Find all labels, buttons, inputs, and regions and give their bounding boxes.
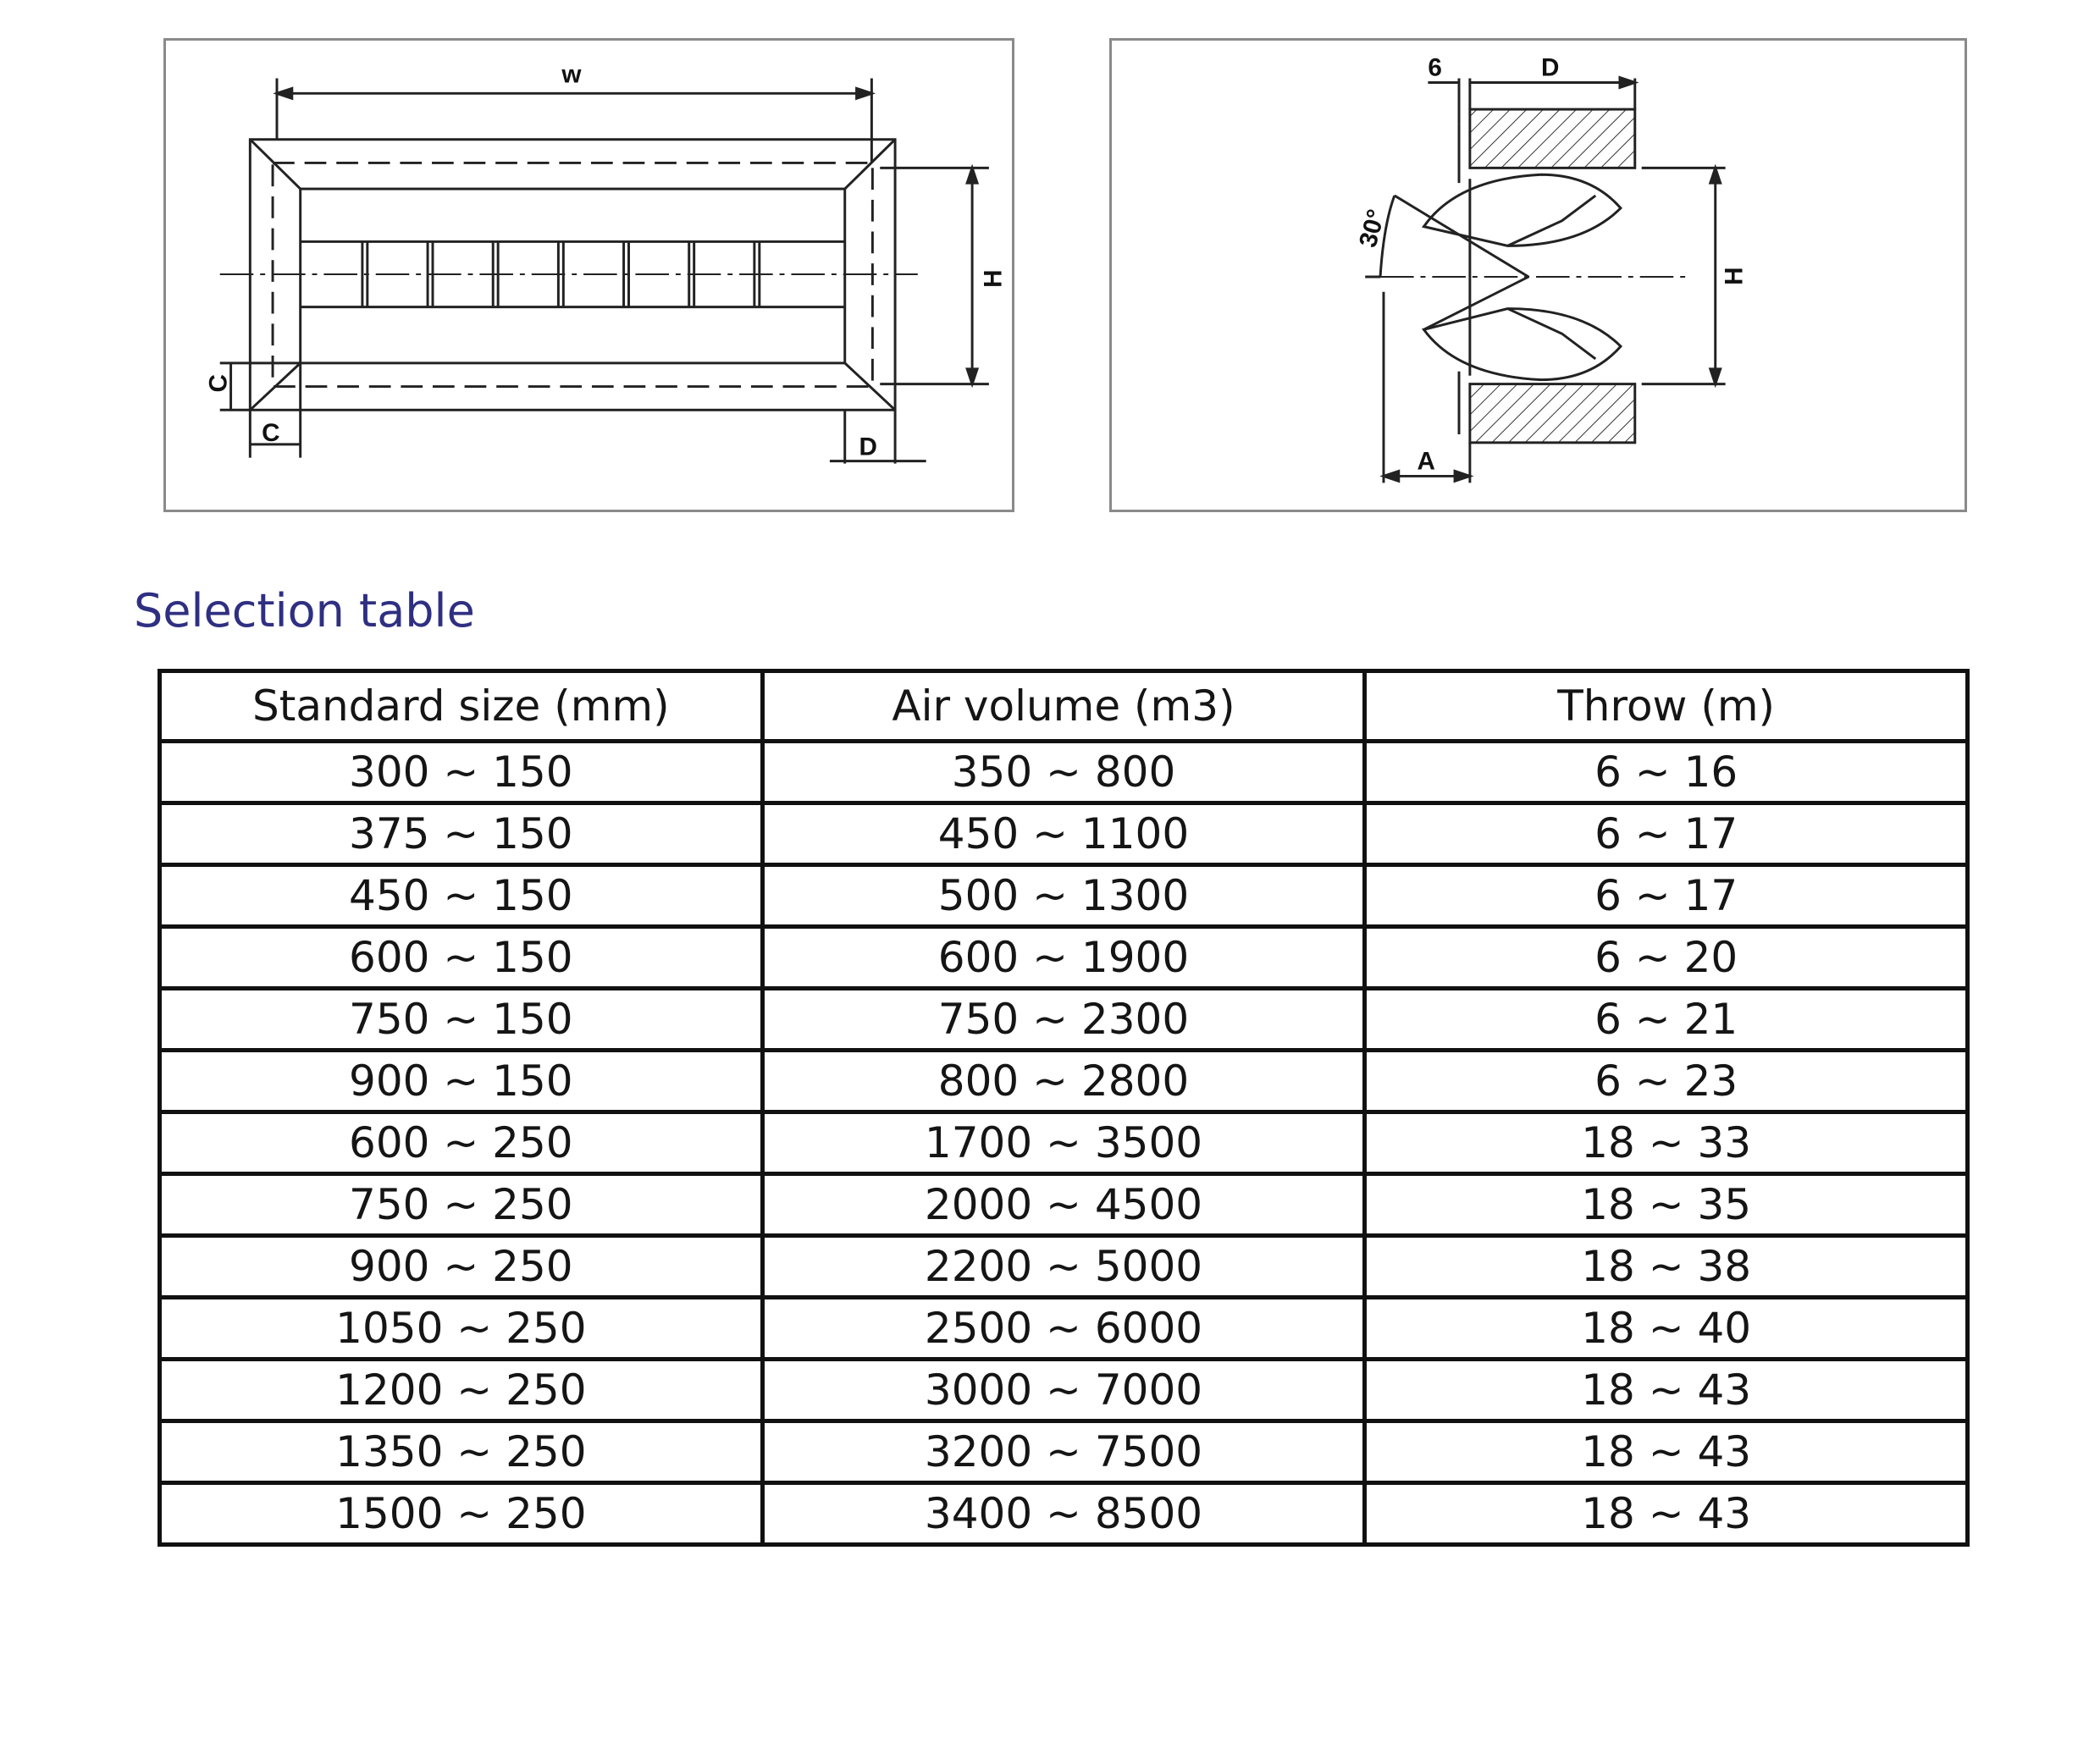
cell-air-volume: 500 ~ 1300 bbox=[762, 865, 1365, 927]
cell-size: 1050 ~ 250 bbox=[160, 1298, 763, 1360]
bottom-section-block bbox=[1470, 384, 1635, 443]
cell-size: 1500 ~ 250 bbox=[160, 1483, 763, 1545]
cell-throw: 18 ~ 43 bbox=[1365, 1421, 1968, 1483]
table-row bbox=[160, 865, 1968, 927]
table-row bbox=[160, 1298, 1968, 1360]
table-header-row bbox=[160, 671, 1968, 742]
cell-size: 300 ~ 150 bbox=[160, 742, 763, 803]
cell-size: 600 ~ 150 bbox=[160, 927, 763, 989]
label-angle: 30° bbox=[1353, 206, 1391, 251]
cell-air-volume: 800 ~ 2800 bbox=[762, 1051, 1365, 1112]
label-a: A bbox=[1417, 447, 1435, 476]
cell-air-volume: 2200 ~ 5000 bbox=[762, 1236, 1365, 1298]
table-row bbox=[160, 803, 1968, 865]
cell-throw: 6 ~ 16 bbox=[1365, 742, 1968, 803]
cell-size: 1350 ~ 250 bbox=[160, 1421, 763, 1483]
cell-air-volume: 600 ~ 1900 bbox=[762, 927, 1365, 989]
top-section-block bbox=[1470, 109, 1635, 168]
cell-air-volume: 3000 ~ 7000 bbox=[762, 1360, 1365, 1421]
cell-size: 375 ~ 150 bbox=[160, 803, 763, 865]
cell-air-volume: 2500 ~ 6000 bbox=[762, 1298, 1365, 1360]
cell-size: 900 ~ 250 bbox=[160, 1236, 763, 1298]
upper-louver bbox=[1423, 174, 1620, 246]
label-h: H bbox=[1720, 267, 1749, 285]
label-c-vertical: C bbox=[204, 374, 233, 393]
table-row bbox=[160, 1421, 1968, 1483]
cell-air-volume: 3200 ~ 7500 bbox=[762, 1421, 1365, 1483]
cell-throw: 18 ~ 35 bbox=[1365, 1174, 1968, 1236]
cell-air-volume: 1700 ~ 3500 bbox=[762, 1112, 1365, 1174]
table-row bbox=[160, 1483, 1968, 1545]
header-standard-size: Standard size (mm) bbox=[160, 671, 763, 742]
cell-throw: 6 ~ 17 bbox=[1365, 803, 1968, 865]
table-row bbox=[160, 1174, 1968, 1236]
lower-louver bbox=[1423, 309, 1620, 380]
label-d: D bbox=[859, 433, 877, 461]
cell-throw: 18 ~ 33 bbox=[1365, 1112, 1968, 1174]
cell-throw: 18 ~ 43 bbox=[1365, 1360, 1968, 1421]
header-air-volume: Air volume (m3) bbox=[762, 671, 1365, 742]
selection-table bbox=[158, 669, 1970, 1547]
side-view-svg bbox=[1112, 41, 1965, 510]
cell-air-volume: 3400 ~ 8500 bbox=[762, 1483, 1365, 1545]
inner-opening bbox=[301, 189, 845, 363]
cell-size: 750 ~ 150 bbox=[160, 989, 763, 1051]
label-six: 6 bbox=[1428, 53, 1442, 82]
cell-air-volume: 350 ~ 800 bbox=[762, 742, 1365, 803]
cell-air-volume: 2000 ~ 4500 bbox=[762, 1174, 1365, 1236]
table-row bbox=[160, 927, 1968, 989]
label-w: w bbox=[561, 60, 582, 89]
cell-throw: 18 ~ 38 bbox=[1365, 1236, 1968, 1298]
header-throw: Throw (m) bbox=[1365, 671, 1968, 742]
cell-throw: 6 ~ 20 bbox=[1365, 927, 1968, 989]
label-d: D bbox=[1540, 53, 1560, 82]
label-c-horizontal: C bbox=[262, 418, 280, 447]
cell-air-volume: 750 ~ 2300 bbox=[762, 989, 1365, 1051]
section-title: Selection table bbox=[134, 584, 475, 637]
cell-size: 1200 ~ 250 bbox=[160, 1360, 763, 1421]
side-view-drawing bbox=[1109, 38, 1967, 512]
cell-throw: 18 ~ 43 bbox=[1365, 1483, 1968, 1545]
label-h: H bbox=[979, 269, 1008, 288]
table-row bbox=[160, 1051, 1968, 1112]
cell-throw: 6 ~ 21 bbox=[1365, 989, 1968, 1051]
front-view-svg bbox=[166, 41, 1012, 510]
cell-size: 900 ~ 150 bbox=[160, 1051, 763, 1112]
cell-size: 750 ~ 250 bbox=[160, 1174, 763, 1236]
cell-air-volume: 450 ~ 1100 bbox=[762, 803, 1365, 865]
cell-throw: 18 ~ 40 bbox=[1365, 1298, 1968, 1360]
cell-throw: 6 ~ 23 bbox=[1365, 1051, 1968, 1112]
cell-size: 600 ~ 250 bbox=[160, 1112, 763, 1174]
cell-size: 450 ~ 150 bbox=[160, 865, 763, 927]
table-row bbox=[160, 742, 1968, 803]
table-row bbox=[160, 1112, 1968, 1174]
front-view-drawing bbox=[163, 38, 1014, 512]
table-row bbox=[160, 989, 1968, 1051]
table-row bbox=[160, 1360, 1968, 1421]
cell-throw: 6 ~ 17 bbox=[1365, 865, 1968, 927]
table-row bbox=[160, 1236, 1968, 1298]
